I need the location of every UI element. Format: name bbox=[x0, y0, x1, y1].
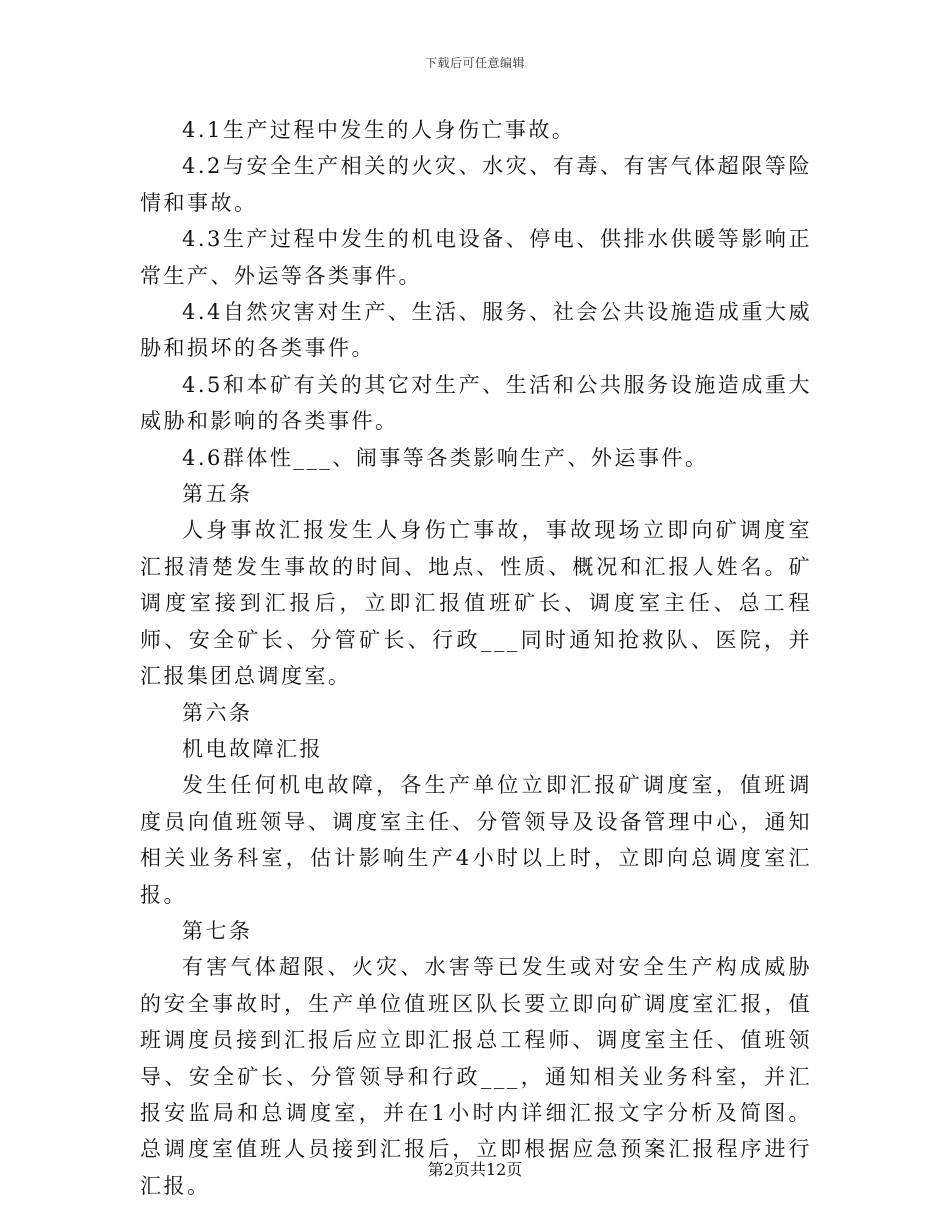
article-7-heading: 第七条 bbox=[182, 918, 253, 943]
clause-4-4: 4.4自然灾害对生产、生活、服务、社会公共设施造成重大威胁和损坏的各类事件。 bbox=[140, 300, 812, 361]
clause-4-5: 4.5和本矿有关的其它对生产、生活和公共服务设施造成重大威胁和影响的各类事件。 bbox=[140, 372, 812, 434]
article-6-heading: 第六条 bbox=[182, 700, 253, 725]
clause-4-3: 4.3生产过程中发生的机电设备、停电、供排水供暖等影响正常生产、外运等各类事件。 bbox=[140, 227, 812, 288]
document-body bbox=[140, 112, 812, 1204]
article-6-body: 发生任何机电故障，各生产单位立即汇报矿调度室，值班调度员向值班领导、调度室主任、分管领导及设备管理中心，通知相关业务科室，估计影响生产4小时以上时，立即向总调度室汇报。 bbox=[140, 773, 812, 907]
article-6-subtitle: 机电故障汇报 bbox=[182, 736, 323, 761]
clause-4-1: 4.1生产过程中发生的人身伤亡事故。 bbox=[182, 118, 576, 142]
clause-4-2: 4.2与安全生产相关的火灾、水灾、有毒、有害气体超限等险情和事故。 bbox=[140, 154, 812, 215]
clause-4-6: 4.6群体性___、闹事等各类影响生产、外运事件。 bbox=[182, 445, 709, 470]
article-5-body: 人身事故汇报发生人身伤亡事故，事故现场立即向矿调度室汇报清楚发生事故的时间、地点、性质、概况和汇报人姓名。矿调度室接到汇报后，立即汇报值班矿长、调度室主任、总工程师、安全矿长、分管矿长、行政___同时通知抢救队、医院，并汇报集团总调度室。 bbox=[140, 518, 812, 689]
article-5-heading: 第五条 bbox=[182, 482, 253, 507]
page-header: 下载后可任意编辑 bbox=[424, 56, 525, 70]
article-7-body: 有害气体超限、火灾、水害等已发生或对安全生产构成威胁的安全事故时，生产单位值班区队长要立即向矿调度室汇报，值班调度员接到汇报后应立即汇报总工程师、调度室主任、值班领导、安全矿长、分管领导和行政___，通知相关业务科室，并汇报安监局和总调度室，并在1小时内详细汇报文字分析及简图。总调度室值班人员接到汇报后，立即根据应急预案汇报程序进行汇报。 bbox=[140, 955, 812, 1198]
page-number: 第2页共12页 bbox=[427, 1160, 523, 1179]
